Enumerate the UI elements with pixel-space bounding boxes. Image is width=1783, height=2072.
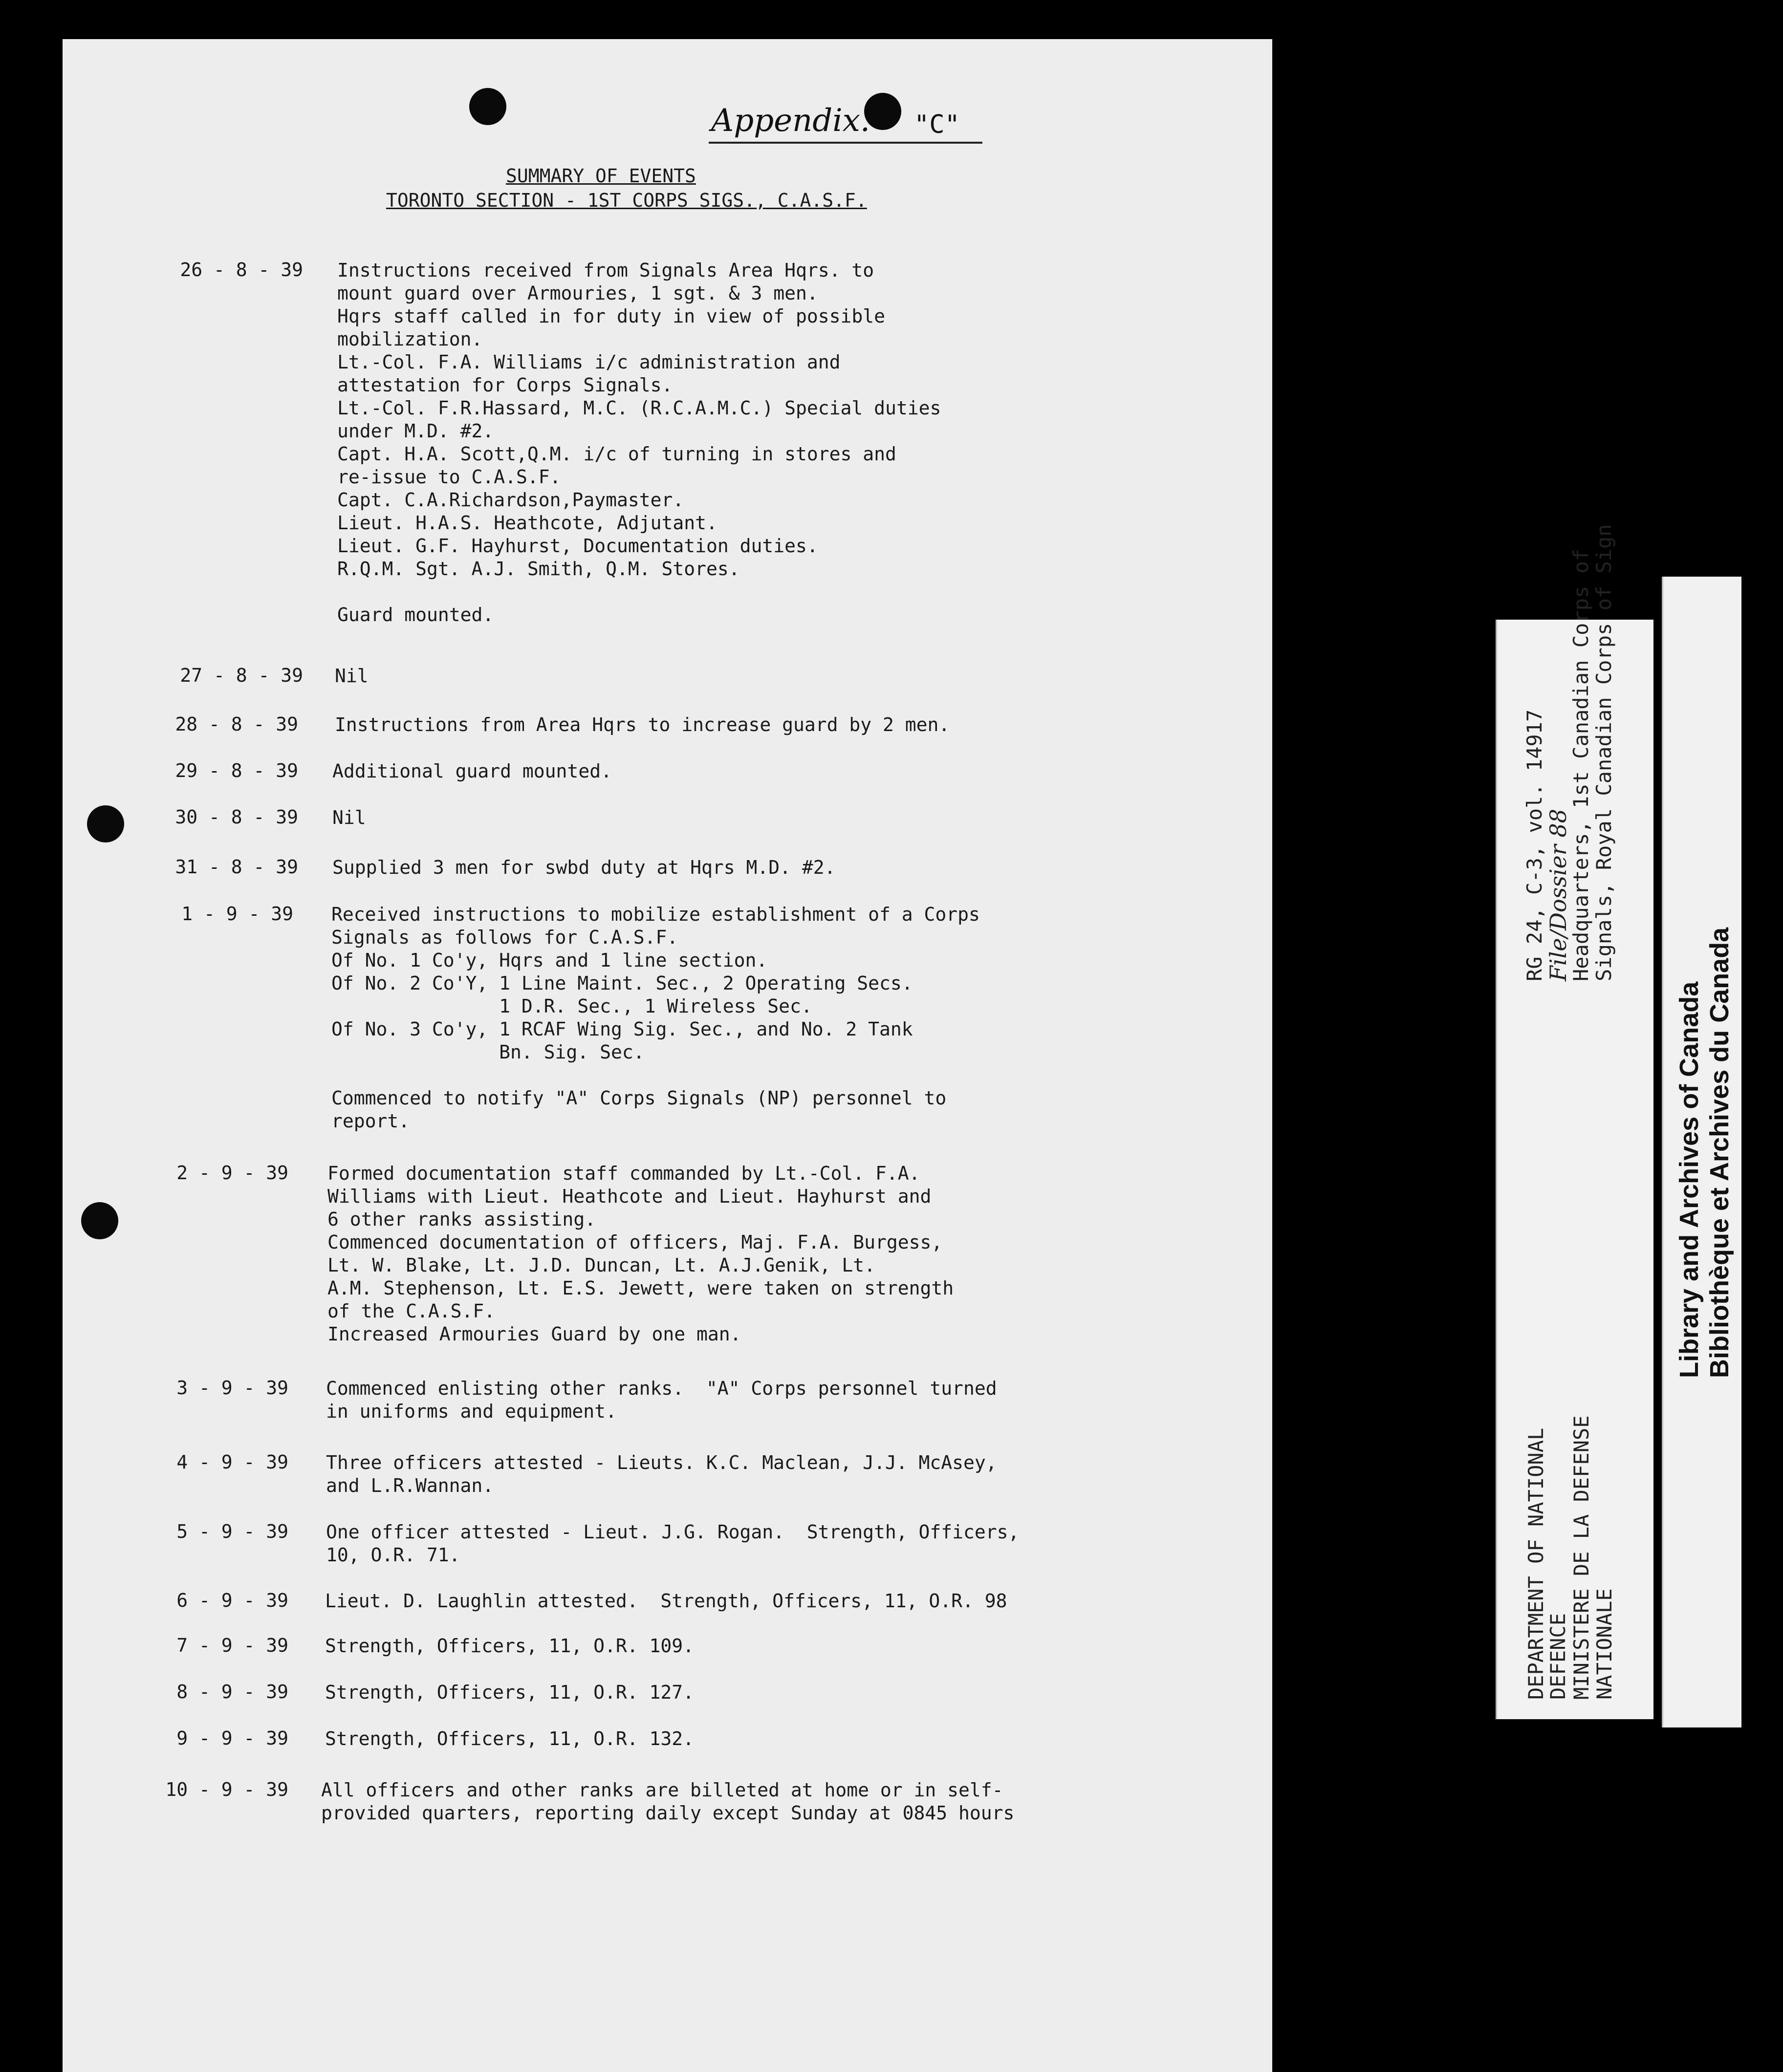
event-date: 8 - 9 - 39 <box>176 1681 288 1703</box>
appendix-label: Appendix. <box>711 103 870 139</box>
document-title: SUMMARY OF EVENTS <box>506 165 696 187</box>
event-line: and L.R.Wannan. <box>326 1475 494 1496</box>
event-description <box>326 1521 1019 1567</box>
event-date: 1 - 9 - 39 <box>181 903 293 925</box>
event-date: 29 - 8 - 39 <box>175 760 298 781</box>
event-line: Capt. H.A. Scott,Q.M. i/c of turning in stores and <box>337 443 896 465</box>
event-date: 7 - 9 - 39 <box>176 1635 288 1656</box>
event-line: Williams with Lieut. Heathcote and Lieut. Hayhurst and <box>327 1186 932 1207</box>
event-line: R.Q.M. Sgt. A.J. Smith, Q.M. Stores. <box>337 558 740 580</box>
archive-stamp <box>1496 524 1653 1719</box>
event-line: Nil <box>335 665 369 687</box>
event-line: Lieut. G.F. Hayhurst, Documentation duties. <box>337 535 818 557</box>
event-description <box>327 1162 954 1346</box>
appendix-underline <box>709 142 982 144</box>
event-description <box>335 713 950 736</box>
event-line: Commenced to notify "A" Corps Signals (NP) personnel to <box>331 1087 947 1109</box>
event-line: Lt.-Col. F.A. Williams i/c administration and <box>337 351 841 373</box>
lac-french: Bibliothèque et Archives du Canada <box>1705 927 1734 1378</box>
event-line: Guard mounted. <box>337 604 494 626</box>
event-line: Strength, Officers, 11, O.R. 132. <box>325 1728 694 1749</box>
event-description <box>335 665 369 688</box>
lac-english: Library and Archives of Canada <box>1674 981 1704 1378</box>
event-date: 10 - 9 - 39 <box>165 1779 288 1800</box>
event-description <box>332 806 366 829</box>
dept-line-1: DEPARTMENT OF NATIONAL <box>1524 1427 1548 1700</box>
event-line: Lieut. D. Laughlin attested. Strength, Officers, 11, O.R. 98 <box>325 1590 1007 1612</box>
event-line: 6 other ranks assisting. <box>327 1209 596 1230</box>
event-line: Lieut. H.A.S. Heathcote, Adjutant. <box>337 512 718 534</box>
event-line: Strength, Officers, 11, O.R. 109. <box>325 1635 694 1657</box>
dept-line-3: MINISTERE DE LA DEFENSE <box>1569 1415 1593 1700</box>
event-line: Increased Armouries Guard by one man. <box>327 1323 741 1345</box>
event-line: Capt. C.A.Richardson,Paymaster. <box>337 489 684 511</box>
event-description <box>321 1779 1014 1825</box>
event-line: Bn. Sig. Sec. <box>331 1041 645 1063</box>
event-description <box>325 1635 694 1658</box>
event-date: 4 - 9 - 39 <box>176 1451 288 1473</box>
event-description <box>332 760 612 783</box>
event-line: Commenced enlisting other ranks. "A" Corps personnel turned <box>326 1378 997 1399</box>
ref-line-3: Headquarters, 1st Canadian Corps of <box>1569 548 1593 981</box>
ref-line-1: RG 24, C-3, vol. 14917 <box>1522 709 1546 981</box>
event-date: 2 - 9 - 39 <box>176 1162 288 1184</box>
dept-line-2: DEFENCE <box>1546 1613 1570 1700</box>
lac-label <box>1662 577 1741 1727</box>
event-line: under M.D. #2. <box>337 420 494 442</box>
event-line: A.M. Stephenson, Lt. E.S. Jewett, were taken on strength <box>327 1277 954 1299</box>
event-line: Instructions from Area Hqrs to increase guard by 2 men. <box>335 714 950 735</box>
event-description <box>325 1590 1007 1613</box>
event-line: Of No. 1 Co'y, Hqrs and 1 line section. <box>331 950 768 971</box>
event-line: Lt.-Col. F.R.Hassard, M.C. (R.C.A.M.C.) Special duties <box>337 397 941 419</box>
event-date: 9 - 9 - 39 <box>176 1727 288 1749</box>
event-line <box>331 1064 980 1087</box>
event-line: 1 D.R. Sec., 1 Wireless Sec. <box>331 995 812 1017</box>
event-description <box>325 1681 694 1704</box>
event-date: 31 - 8 - 39 <box>175 856 298 878</box>
event-line: Of No. 2 Co'Y, 1 Line Maint. Sec., 2 Operating Secs. <box>331 972 913 994</box>
event-description <box>326 1377 997 1423</box>
event-line: Signals as follows for C.A.S.F. <box>331 927 678 948</box>
event-line: Additional guard mounted. <box>332 760 612 782</box>
event-line: Lt. W. Blake, Lt. J.D. Duncan, Lt. A.J.Genik, Lt. <box>327 1254 876 1276</box>
event-date: 6 - 9 - 39 <box>176 1590 288 1611</box>
dept-line-4: NATIONALE <box>1592 1588 1616 1700</box>
punch-hole-left-upper <box>87 805 124 842</box>
event-line <box>337 581 941 604</box>
ref-line-4: Signals, Royal Canadian Corps of Sign <box>1592 524 1616 981</box>
event-line: in uniforms and equipment. <box>326 1401 617 1422</box>
event-description <box>326 1451 997 1497</box>
event-line: Formed documentation staff commanded by Lt.-Col. F.A. <box>327 1163 920 1184</box>
event-line: mobilization. <box>337 328 483 350</box>
punch-hole-left-lower <box>81 1202 118 1239</box>
event-line: Three officers attested - Lieuts. K.C. Maclean, J.J. McAsey, <box>326 1452 997 1473</box>
event-line: Instructions received from Signals Area Hqrs. to <box>337 259 874 281</box>
event-line: Strength, Officers, 11, O.R. 127. <box>325 1682 694 1703</box>
appendix-letter: "C" <box>914 110 960 139</box>
event-line: Received instructions to mobilize establishment of a Corps <box>331 904 980 925</box>
event-line: mount guard over Armouries, 1 sgt. & 3 men. <box>337 282 818 304</box>
event-description <box>325 1727 694 1750</box>
event-line: attestation for Corps Signals. <box>337 374 673 396</box>
event-date: 27 - 8 - 39 <box>180 665 303 686</box>
event-line: All officers and other ranks are billeted at home or in self- <box>321 1779 1003 1801</box>
event-date: 28 - 8 - 39 <box>175 713 298 735</box>
event-date: 5 - 9 - 39 <box>176 1521 288 1542</box>
event-line: One officer attested - Lieut. J.G. Rogan. Strength, Officers, <box>326 1521 1020 1543</box>
document-subtitle: TORONTO SECTION - 1ST CORPS SIGS., C.A.S.F. <box>386 190 867 211</box>
event-description <box>331 903 980 1133</box>
event-line: 10, O.R. 71. <box>326 1544 460 1566</box>
event-date: 26 - 8 - 39 <box>180 259 303 281</box>
event-description <box>332 856 836 879</box>
event-line: re-issue to C.A.S.F. <box>337 466 561 488</box>
event-description <box>337 259 941 626</box>
event-line: Nil <box>332 807 366 828</box>
event-date: 30 - 8 - 39 <box>175 806 298 828</box>
event-line: Supplied 3 men for swbd duty at Hqrs M.D. #2. <box>332 857 836 878</box>
event-line: Hqrs staff called in for duty in view of possible <box>337 305 886 327</box>
event-line: of the C.A.S.F. <box>327 1300 496 1322</box>
event-line: provided quarters, reporting daily except Sunday at 0845 hours <box>321 1802 1015 1824</box>
ref-line-2: File/Dossier 88 <box>1545 809 1571 981</box>
punch-hole-top <box>469 88 506 125</box>
event-date: 3 - 9 - 39 <box>176 1377 288 1399</box>
event-line: report. <box>331 1110 410 1132</box>
event-line: Of No. 3 Co'y, 1 RCAF Wing Sig. Sec., and No. 2 Tank <box>331 1018 913 1040</box>
event-line: Commenced documentation of officers, Maj. F.A. Burgess, <box>327 1231 943 1253</box>
